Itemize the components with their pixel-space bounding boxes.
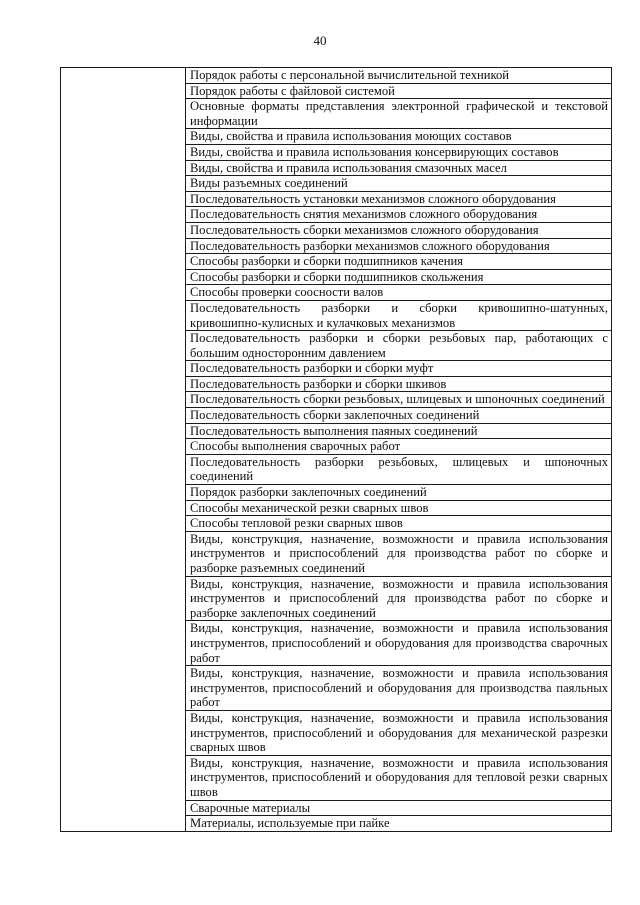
- page-number: 40: [313, 33, 327, 48]
- requirement-item: Последовательность снятия механизмов сложного оборудования: [186, 207, 612, 223]
- requirement-item: Виды, конструкция, назначение, возможности и правила использования инструментов и приспособлений для производства работ по сборке и разборке заклепочных соединений: [186, 576, 612, 621]
- requirement-item: Последовательность разборки и сборки резьбовых пар, работающих с большим односторонним давлением: [186, 331, 612, 361]
- requirement-item: Последовательность сборки заклепочных соединений: [186, 408, 612, 424]
- requirement-item: Последовательность выполнения паяных соединений: [186, 423, 612, 439]
- requirement-item: Виды, конструкция, назначение, возможности и правила использования инструментов, приспособлений и оборудования для механической разрезки сварных швов: [186, 710, 612, 755]
- requirements-table: [60, 67, 612, 832]
- requirement-item: Виды, конструкция, назначение, возможности и правила использования инструментов, приспособлений и оборудования для производства паяльных работ: [186, 666, 612, 711]
- requirement-item: Способы разборки и сборки подшипников качения: [186, 254, 612, 270]
- requirement-item: Последовательность установки механизмов сложного оборудования: [186, 191, 612, 207]
- requirement-item: Виды, свойства и правила использования смазочных масел: [186, 160, 612, 176]
- requirement-item: Способы выполнения сварочных работ: [186, 439, 612, 455]
- requirement-item: Последовательность разборки и сборки кривошипно-шатунных, кривошипно-кулисных и кулачковых механизмов: [186, 300, 612, 330]
- requirement-item: Способы разборки и сборки подшипников скольжения: [186, 269, 612, 285]
- requirements-table-body: [61, 68, 612, 832]
- requirement-item: Виды, конструкция, назначение, возможности и правила использования инструментов, приспособлений и оборудования для производства сварочных работ: [186, 621, 612, 666]
- requirement-item: Виды, конструкция, назначение, возможности и правила использования инструментов, приспособлений и оборудования для тепловой резки сварных швов: [186, 755, 612, 800]
- requirement-item: Последовательность разборки резьбовых, шлицевых и шпоночных соединений: [186, 454, 612, 484]
- requirement-item: Способы проверки соосности валов: [186, 285, 612, 301]
- requirement-item: Способы тепловой резки сварных швов: [186, 516, 612, 532]
- requirement-item: Сварочные материалы: [186, 800, 612, 816]
- requirement-item: Материалы, используемые при пайке: [186, 816, 612, 832]
- requirement-item: Виды, конструкция, назначение, возможности и правила использования инструментов и приспособлений для производства работ по сборке и разборке разъемных соединений: [186, 531, 612, 576]
- left-column-cell: [61, 68, 186, 832]
- requirement-item: Виды, свойства и правила использования консервирующих составов: [186, 144, 612, 160]
- table-row: [61, 68, 612, 84]
- requirement-item: Виды, свойства и правила использования моющих составов: [186, 129, 612, 145]
- requirement-item: Порядок работы с персональной вычислительной техникой: [186, 68, 612, 84]
- requirement-item: Последовательность сборки механизмов сложного оборудования: [186, 222, 612, 238]
- requirement-item: Виды разъемных соединений: [186, 176, 612, 192]
- requirement-item: Последовательность разборки механизмов сложного оборудования: [186, 238, 612, 254]
- requirement-item: Порядок разборки заклепочных соединений: [186, 485, 612, 501]
- requirement-item: Последовательность сборки резьбовых, шлицевых и шпоночных соединений: [186, 392, 612, 408]
- requirement-item: Последовательность разборки и сборки муфт: [186, 361, 612, 377]
- requirement-item: Способы механической резки сварных швов: [186, 500, 612, 516]
- requirement-item: Последовательность разборки и сборки шкивов: [186, 376, 612, 392]
- requirement-item: Основные форматы представления электронной графической и текстовой информации: [186, 99, 612, 129]
- requirement-item: Порядок работы с файловой системой: [186, 83, 612, 99]
